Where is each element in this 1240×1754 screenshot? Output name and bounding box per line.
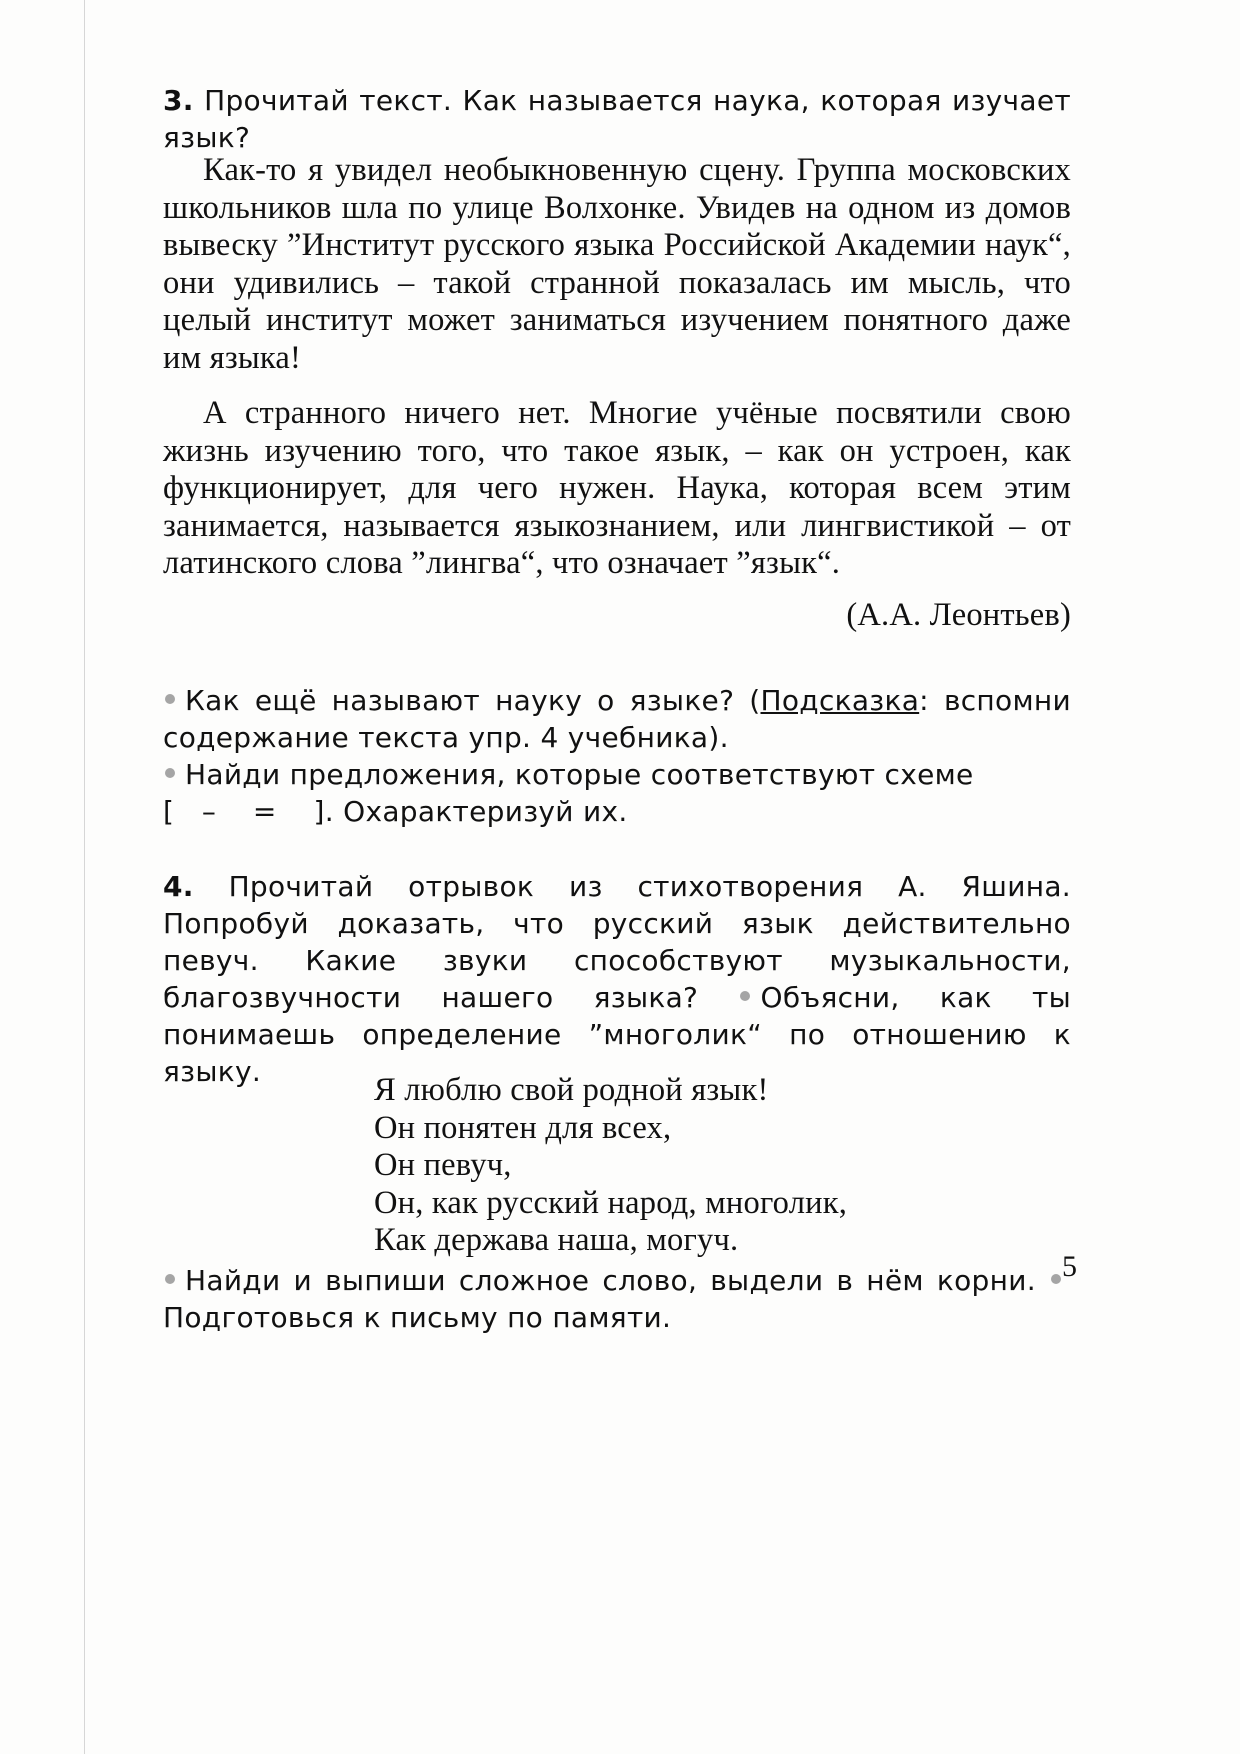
poem-line: Он певуч, [374,1147,512,1184]
task-3-text: Прочитай текст. Как называется наука, которая изучает язык? [163,84,1071,154]
task-4-heading: 4. Прочитай отрывок из стихотворения А. Яшина. Попробуй доказать, что русский язык действительно певуч. Какие звуки способствуют музыкальности, благозвучности нашего языка? Объясни, как ты понимаешь определение ”многолик“ по отношению к языку. [163,870,1072,1088]
bullet-icon [165,694,175,704]
sentence-scheme: [ – = ]. Охарактеризуй их. [163,795,628,828]
passage-author: (А.А. Леонтьев) [846,597,1071,633]
page-number: 5 [1062,1250,1077,1283]
task-3-heading [163,82,1071,156]
poem-line: Он понятен для всех, [374,1109,672,1146]
poem-line: Он, как русский народ, многолик, [374,1184,848,1221]
bullet-icon [1051,1274,1061,1284]
final-task: Найди и выпиши сложное слово, выдели в нём корни. Подготовься к письму по памяти. [163,1262,1071,1336]
poem-line: Как держава наша, могуч. [374,1222,739,1259]
page-edge-line [84,0,85,1754]
passage-paragraph-1: Как-то я увидел необыкновенную сцену. Группа московских школьников шла по улице Волхонке. Увидев на одном из домов вывеску ”Институт русского языка Российской Академии наук“, они удивились – такой странной показалась им мысль, что целый институт может заниматься изучением понятного даже им языка! [163,152,1071,376]
poem-line: Я люблю свой родной язык! [374,1072,769,1108]
task-3-question-1: Как ещё называют науку о языке? (Подсказка: вспомни содержание текста упр. 4 учебника). [163,684,1071,754]
hint-word: Подсказка [760,684,920,717]
task-3-number: 3. [163,84,194,117]
poem [374,1072,1074,1260]
task-3-question-2: Найди предложения, которые соответствуют схеме [ – = ]. Охарактеризуй их. [163,758,974,828]
bullet-icon [165,768,175,778]
task-4-number: 4. [163,870,194,903]
bullet-icon [740,991,750,1001]
passage-paragraph-2: А странного ничего нет. Многие учёные посвятили свою жизнь изучению того, что такое язык, – как он устроен, как функционирует, для чего нужен. Наука, которая всем этим занимается, называется языкознанием, или лингвистикой – от латинского слова ”лингва“, что означает ”язык“. [163,395,1071,582]
bullet-icon [165,1274,175,1284]
